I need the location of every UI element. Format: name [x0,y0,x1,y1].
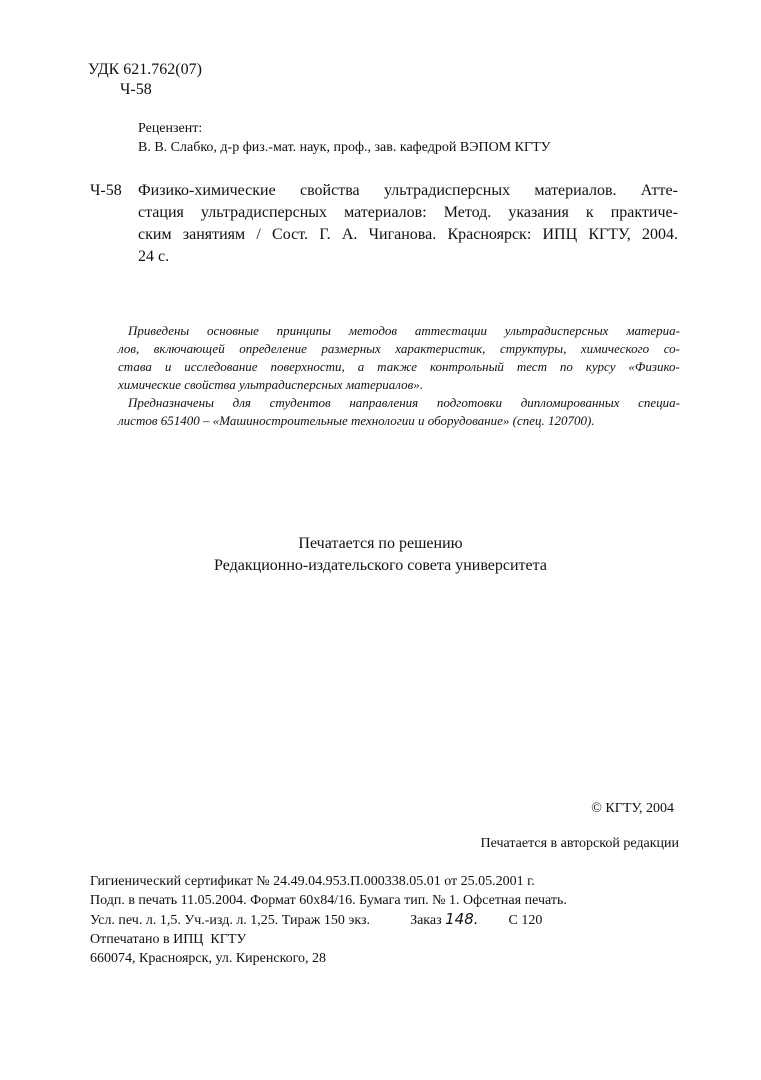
word: 24 с. [138,248,170,265]
publication-note-line-2: Редакционно-издательского совета университета [214,557,547,574]
word: методов [348,323,398,338]
word: размерных [321,341,381,356]
imprint-order-label: Заказ [410,913,442,928]
catalog-line [138,224,678,246]
word: подготовки [436,395,502,410]
word: со- [663,341,680,356]
word: материа- [626,323,680,338]
abstract-line [118,340,680,358]
word: Метод. [443,204,492,221]
word: для [232,395,251,410]
word: основные [207,323,259,338]
word: дипломированных [520,395,620,410]
word: также [377,359,417,374]
word: к [585,204,594,221]
word: лов, [118,341,140,356]
word: а [357,359,365,374]
word: по [559,359,573,374]
word: определение [239,341,307,356]
abstract-line [118,412,680,430]
word: листов 651400 – «Машиностроительные технологии и оборудование» (спец. 120700). [118,413,595,428]
imprint-certificate: Гигиенический сертификат № 24.49.04.953.П.000338.05.01 от 25.05.2001 г. [90,874,535,889]
imprint-printed-at: Отпечатано в ИПЦ КГТУ [90,932,247,947]
abstract-line [128,394,680,412]
word: Сост. [272,226,308,243]
word: исследование [184,359,258,374]
word: / [256,226,261,243]
imprint-order-number: 148. [445,910,479,928]
word: КГТУ, [588,226,631,243]
word: принципы [276,323,331,338]
word: свойства [300,182,360,199]
word: ским [138,226,172,243]
word: материалов: [344,204,427,221]
word: Предназначены [128,395,214,410]
word: ультрадисперсных [383,182,511,199]
word: Чиганова. [368,226,437,243]
abstract-line [118,358,680,376]
word: Приведены [128,323,190,338]
imprint-address: 660074, Красноярск, ул. Киренского, 28 [90,951,327,966]
author-edition-note: Печатается в авторской редакции [480,836,679,851]
word: стация [138,204,184,221]
word: ультрадисперсных [504,323,609,338]
word: включающей [153,341,225,356]
word: Атте- [640,182,678,199]
word: химические свойства ультрадисперсных материалов». [118,377,423,392]
word: и [164,359,172,374]
reviewer-text: В. В. Слабко, д-р физ.-мат. наук, проф., зав. кафедрой ВЭПОМ КГТУ [138,140,551,155]
word: специа- [638,395,680,410]
imprint-sheets-row [90,910,567,930]
word: Красноярск: [447,226,532,243]
word: «Физико- [628,359,680,374]
word: материалов. [534,182,617,199]
catalog-line [138,180,678,202]
reviewer-label: Рецензент: [138,121,203,136]
word: Физико-химические [138,182,276,199]
word: ультрадисперсных [200,204,328,221]
catalog-mark: Ч-58 [90,182,122,199]
abstract-line [118,376,680,394]
author-sign-code: Ч-58 [120,81,152,98]
word: химического [580,341,650,356]
word: указания [508,204,569,221]
word: студентов [269,395,331,410]
word: контрольный [429,359,504,374]
imprint-sheets: Усл. печ. л. 1,5. Уч.-изд. л. 1,25. Тираж 150 экз. [90,913,371,928]
word: направления [349,395,419,410]
catalog-line [138,246,678,268]
imprint-c-code: С 120 [508,913,543,928]
udk-code: УДК 621.762(07) [88,61,202,78]
imprint [90,872,567,968]
word: Г. [319,226,331,243]
word: характеристик, [395,341,486,356]
abstract-line [128,322,680,340]
imprint-signed: Подп. в печать 11.05.2004. Формат 60х84/16. Бумага тип. № 1. Офсетная печать. [90,893,567,908]
word: тест [516,359,547,374]
abstract [118,322,680,430]
publication-note-line-1: Печатается по решению [298,535,463,552]
catalog-description [138,180,678,268]
word: занятиям [182,226,246,243]
word: курсу [585,359,616,374]
word: поверхности, [270,359,345,374]
copyright: © КГТУ, 2004 [591,801,674,816]
word: 2004. [641,226,678,243]
word: структуры, [499,341,567,356]
word: ИПЦ [542,226,578,243]
word: А. [341,226,358,243]
word: аттестации [414,323,488,338]
word: практиче- [610,204,678,221]
catalog-line [138,202,678,224]
word: става [118,359,152,374]
